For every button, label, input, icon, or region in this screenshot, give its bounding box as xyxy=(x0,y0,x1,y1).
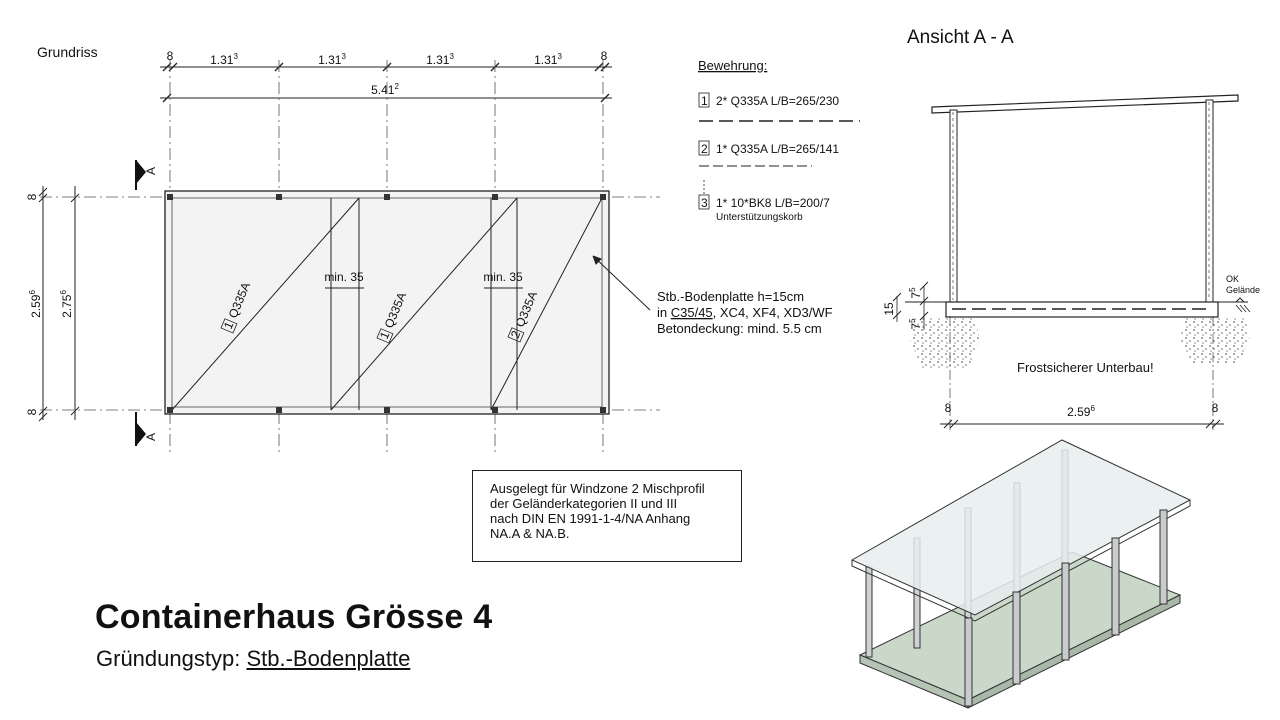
note-line-2: der Geländerkategorien II und III xyxy=(490,496,678,511)
svg-text:A: A xyxy=(144,166,158,176)
svg-text:2: 2 xyxy=(701,142,708,156)
dim-top-1: 1.31$^3$ xyxy=(210,52,238,67)
min-label-2: min. 35 xyxy=(483,270,523,284)
ansicht-vdim-1: 15 xyxy=(882,302,896,316)
dim-top-3: 1.31$^3$ xyxy=(426,52,454,67)
slab-note xyxy=(657,289,833,336)
bewehrung-title: Bewehrung: xyxy=(698,58,768,73)
dim-left-3: 8 xyxy=(25,408,39,416)
foundation-label: Frostsicherer Unterbau! xyxy=(1017,360,1154,375)
ansicht-title: Ansicht A - A xyxy=(907,27,1014,48)
svg-text:Q335A: Q335A xyxy=(512,289,541,330)
ok-label: OK xyxy=(1226,274,1240,284)
note-line-4: NA.A & NA.B. xyxy=(490,526,570,541)
svg-text:Unterstützungskorb: Unterstützungskorb xyxy=(716,212,803,223)
dim-top-4: 1.31$^3$ xyxy=(534,52,562,67)
grundriss-title: Grundriss xyxy=(37,44,98,60)
section-marker-top xyxy=(136,160,158,190)
bewehrung-item-1 xyxy=(699,93,860,121)
svg-text:1: 1 xyxy=(376,329,393,342)
foundation-type-label: Gründungstyp: xyxy=(96,646,247,671)
ansicht-dim-1: 2.59$^6$ xyxy=(1067,404,1095,419)
foundation-type-value: Stb.-Bodenplatte xyxy=(246,646,411,671)
svg-text:2: 2 xyxy=(507,328,524,341)
note-line-3: nach DIN EN 1991-1-4/NA Anhang xyxy=(490,511,691,526)
dim-left-1: 2.59$^6$ xyxy=(28,290,43,318)
min-label-1: min. 35 xyxy=(324,270,364,284)
svg-text:Stb.-Bodenplatte h=15cm: Stb.-Bodenplatte h=15cm xyxy=(657,289,805,304)
section-view xyxy=(893,95,1250,430)
svg-text:1: 1 xyxy=(220,319,237,332)
dim-top-2: 1.31$^3$ xyxy=(318,52,346,67)
ansicht-dim-2: 8 xyxy=(1211,401,1219,415)
ansicht-vdim-0: $7^5$ xyxy=(908,287,923,299)
svg-text:2* Q335A L/B=265/230: 2* Q335A L/B=265/230 xyxy=(716,94,840,108)
dim-left-2: 2.75$^6$ xyxy=(59,290,74,318)
svg-text:Betondeckung: mind. 5.5 cm: Betondeckung: mind. 5.5 cm xyxy=(657,321,822,336)
dim-left-0: 8 xyxy=(25,193,39,201)
svg-text:3: 3 xyxy=(701,196,708,210)
section-marker-bottom xyxy=(136,412,158,446)
bewehrung-item-2 xyxy=(699,141,839,166)
foundation-type xyxy=(96,646,410,672)
bewehrung-item-3 xyxy=(699,180,830,223)
ansicht-dim-0: 8 xyxy=(944,401,952,415)
svg-text:in C35/45, XC4, XF4, XD3/WF: in C35/45, XC4, XF4, XD3/WF xyxy=(657,305,833,320)
page-title: Containerhaus Grösse 4 xyxy=(95,598,493,636)
dim-total: 5.41$^2$ xyxy=(371,82,399,97)
svg-text:Q335A: Q335A xyxy=(225,280,254,321)
wind-zone-note xyxy=(472,470,742,562)
svg-text:1* 10*BK8 L/B=200/7: 1* 10*BK8 L/B=200/7 xyxy=(716,196,830,210)
svg-text:A: A xyxy=(144,432,158,442)
dim-top-0: 8 xyxy=(166,49,174,63)
svg-text:Q335A: Q335A xyxy=(381,290,410,331)
dim-top-5: 8 xyxy=(600,49,608,63)
svg-text:1* Q335A L/B=265/141: 1* Q335A L/B=265/141 xyxy=(716,142,840,156)
note-line-1: Ausgelegt für Windzone 2 Mischprofil xyxy=(490,481,705,496)
ansicht-vdim-2: $7^5$ xyxy=(908,318,923,330)
gelaende-label: Gelände xyxy=(1226,285,1261,295)
isometric-view xyxy=(852,440,1190,708)
svg-text:1: 1 xyxy=(701,94,708,108)
